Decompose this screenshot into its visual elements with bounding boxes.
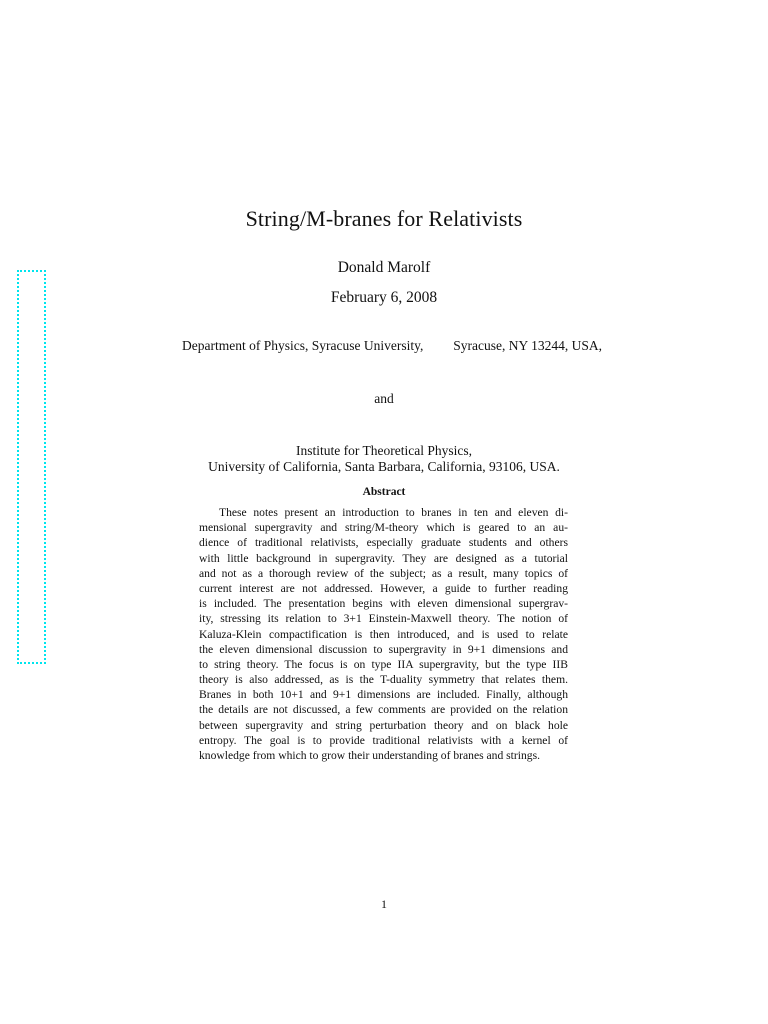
affiliation-itp: [0, 443, 768, 475]
abstract-line: mensional supergravity and string/M-theory which is geared to an au-: [199, 521, 568, 535]
affiliation-conjunction: and: [374, 391, 394, 406]
affiliation-location: Syracuse, NY 13244, USA,: [453, 338, 602, 353]
abstract-line: dience of traditional relativists, especially graduate students and others: [199, 536, 568, 550]
abstract-heading: Abstract: [362, 486, 406, 498]
abstract-line: to string theory. The focus is on type IIA supergravity, but the type IIB: [199, 657, 568, 671]
abstract-line: entropy. The goal is to provide traditional relativists with a kernel of: [199, 733, 568, 747]
paper-title: String/M-branes for Relativists: [245, 206, 523, 231]
abstract-line: Kaluza-Klein compactification is then introduced, and is used to relate: [199, 627, 568, 641]
abstract-line: current interest are not addressed. However, a guide to further reading: [199, 581, 568, 595]
abstract-line: ity, stressing its relation to 3+1 Einstein-Maxwell theory. The notion of: [199, 612, 568, 626]
abstract-line: Branes in both 10+1 and 9+1 dimensions are included. Finally, although: [199, 688, 568, 702]
abstract-line: theory is also addressed, as is the T-duality symmetry that relates them.: [199, 673, 568, 687]
affiliation-itp-line1: Institute for Theoretical Physics,: [296, 443, 472, 458]
abstract-line: These notes present an introduction to branes in ten and eleven di-: [219, 506, 568, 519]
abstract-line: the details are not discussed, a few comments are provided on the relation: [199, 703, 568, 717]
abstract-line: with little background in supergravity. They are designed as a tutorial: [199, 551, 568, 565]
abstract-line: and not as a thorough review of the subject; as a result, many topics of: [199, 566, 568, 580]
affiliation-syracuse: [182, 338, 602, 354]
page-number: 1: [381, 897, 387, 911]
author-name: Donald Marolf: [337, 259, 431, 276]
affiliation-itp-line2: University of California, Santa Barbara, California, 93106, USA.: [208, 459, 560, 474]
abstract-line: the eleven dimensional discussion to supergravity in 9+1 dimensions and: [199, 642, 568, 656]
affiliation-department: Department of Physics, Syracuse University,: [182, 338, 424, 353]
paper-date: February 6, 2008: [330, 289, 438, 306]
abstract-line: is included. The presentation begins with eleven dimensional supergrav-: [199, 597, 568, 611]
abstract-body: [199, 505, 568, 763]
abstract-line: between supergravity and string perturbation theory and on black hole: [199, 718, 568, 732]
abstract-line: knowledge from which to grow their understanding of branes and strings.: [199, 749, 540, 762]
